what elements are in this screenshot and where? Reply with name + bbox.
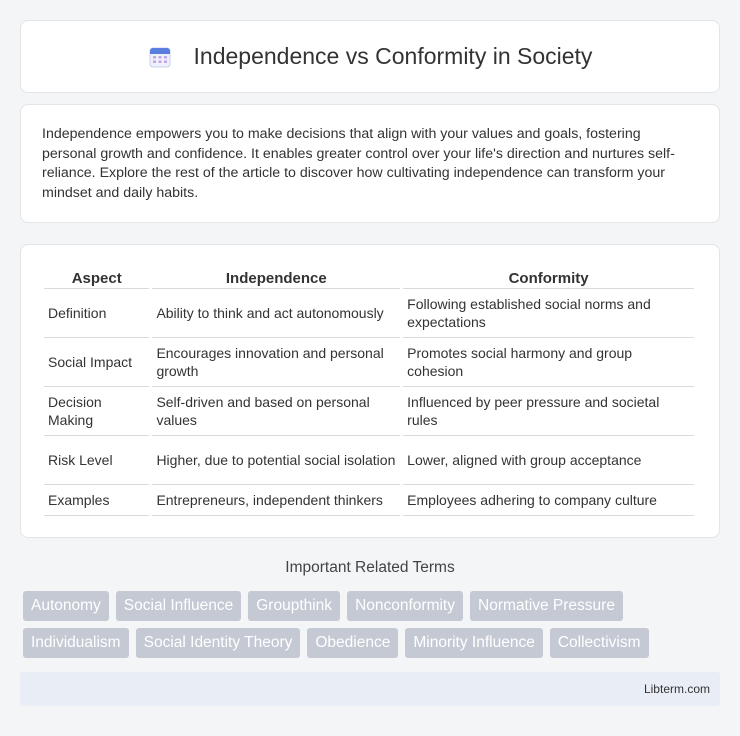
cell-conformity: Influenced by peer pressure and societal rules [403, 387, 694, 436]
header-card [20, 20, 720, 93]
cell-independence: Encourages innovation and personal growth [152, 338, 400, 387]
intro-card [20, 104, 720, 223]
comparison-table-card [20, 244, 720, 538]
related-terms-title: Important Related Terms [285, 559, 455, 576]
header-aspect: Aspect [44, 263, 149, 289]
cell-aspect: Risk Level [44, 436, 149, 485]
tag-minority-influence[interactable]: Minority Influence [405, 628, 542, 658]
cell-aspect: Social Impact [44, 338, 149, 387]
cell-aspect: Definition [44, 289, 149, 338]
header-independence: Independence [152, 263, 400, 289]
cell-aspect: Decision Making [44, 387, 149, 436]
tag-social-influence[interactable]: Social Influence [116, 591, 241, 621]
tag-obedience[interactable]: Obedience [307, 628, 398, 658]
cell-conformity: Lower, aligned with group acceptance [403, 436, 694, 485]
footer [20, 672, 720, 706]
tag-collectivism[interactable]: Collectivism [550, 628, 649, 658]
cell-conformity: Following established social norms and expectations [403, 289, 694, 338]
header-conformity: Conformity [403, 263, 694, 289]
tag-normative-pressure[interactable]: Normative Pressure [470, 591, 623, 621]
cell-conformity: Promotes social harmony and group cohesion [403, 338, 694, 387]
tag-groupthink[interactable]: Groupthink [248, 591, 340, 621]
table-row [44, 338, 694, 387]
cell-independence: Self-driven and based on personal values [152, 387, 400, 436]
table-header-row [44, 263, 694, 289]
tag-row [23, 628, 723, 658]
cell-conformity: Employees adhering to company culture [403, 485, 694, 516]
calendar-icon [148, 45, 172, 69]
footer-site-link[interactable]: Libterm.com [643, 682, 710, 696]
tag-individualism[interactable]: Individualism [23, 628, 129, 658]
cell-independence: Entrepreneurs, independent thinkers [152, 485, 400, 516]
title-wrap [148, 43, 593, 70]
tag-nonconformity[interactable]: Nonconformity [347, 591, 463, 621]
table-row [44, 387, 694, 436]
intro-text: Independence empowers you to make decisions that align with your values and goals, fostering personal growth and confidence. It enables greater control over your life's direction and nurtures self-reliance. Explore the rest of the article to discover how cultivating independence can transform your mindset and daily habits. [42, 126, 675, 201]
page-title: Independence vs Conformity in Society [193, 43, 593, 69]
tag-row [23, 591, 723, 621]
cell-independence: Ability to think and act autonomously [152, 289, 400, 338]
table-row [44, 485, 694, 516]
table-row [44, 436, 694, 485]
cell-aspect: Examples [44, 485, 149, 516]
related-terms [23, 591, 723, 665]
table-row [44, 289, 694, 338]
cell-independence: Higher, due to potential social isolation [152, 436, 400, 485]
tag-social-identity-theory[interactable]: Social Identity Theory [136, 628, 301, 658]
tag-autonomy[interactable]: Autonomy [23, 591, 109, 621]
comparison-table [41, 263, 697, 516]
